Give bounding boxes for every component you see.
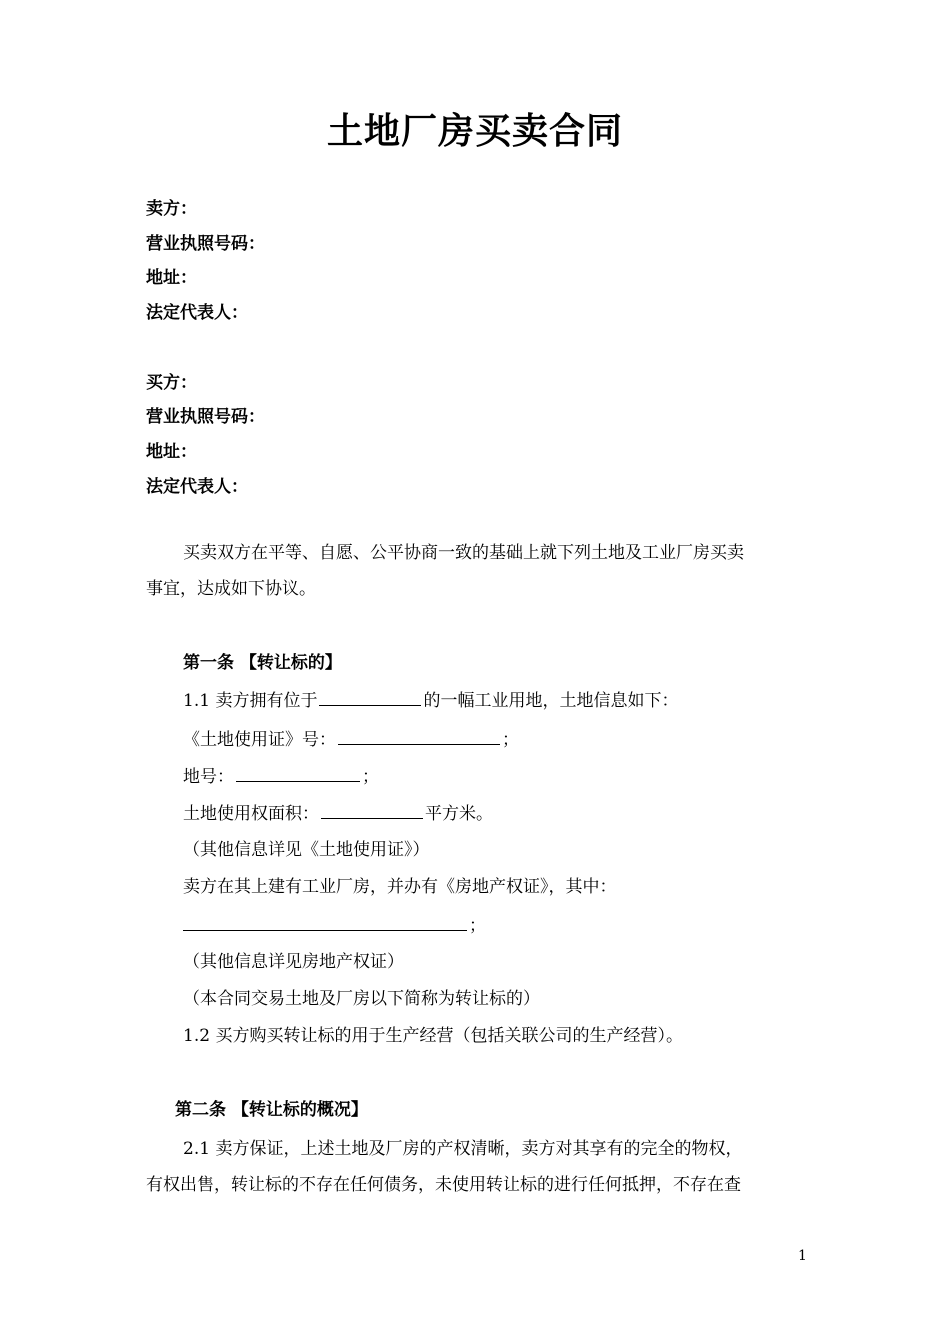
- intro-line-1: 买卖双方在平等、自愿、公平协商一致的基础上就下列土地及工业厂房买卖: [183, 543, 744, 563]
- land-area-blank: [321, 801, 423, 819]
- location-blank: [319, 688, 421, 706]
- page-number: 1: [798, 1248, 807, 1264]
- article-2-heading: 第二条 【转让标的概况】: [175, 1100, 368, 1120]
- seller-address-label: 地址：: [146, 268, 197, 288]
- lot-number-label: 地号：: [183, 767, 234, 787]
- lot-number-blank: [236, 764, 360, 782]
- seller-license-label: 营业执照号码：: [146, 234, 265, 254]
- land-cert-end: ；: [502, 730, 519, 750]
- buyer-rep-label: 法定代表人：: [146, 477, 248, 497]
- transfer-object-note: （本合同交易土地及厂房以下简称为转让标的）: [183, 989, 540, 1009]
- article-2-clause-1-line-2: 有权出售，转让标的不存在任何债务，未使用转让标的进行任何抵押，不存在查: [146, 1175, 741, 1195]
- clause-1-1-suffix: 的一幅工业用地，土地信息如下：: [423, 691, 679, 711]
- intro-line-2: 事宜，达成如下协议。: [146, 579, 316, 599]
- property-cert-note: （其他信息详见房地产权证）: [183, 952, 404, 972]
- land-area-line: [183, 801, 493, 826]
- article-1-clause-2: 1.2 买方购买转让标的用于生产经营（包括关联公司的生产经营）。: [183, 1026, 683, 1046]
- lot-number-line: [183, 764, 379, 789]
- building-detail-blank: [183, 913, 467, 931]
- buyer-label: 买方：: [146, 373, 197, 393]
- document-title: 土地厂房买卖合同: [326, 111, 623, 152]
- article-1-heading: 第一条 【转让标的】: [183, 653, 342, 673]
- lot-number-end: ；: [362, 767, 379, 787]
- seller-rep-label: 法定代表人：: [146, 303, 248, 323]
- article-2-clause-1-line-1: 2.1 卖方保证，上述土地及厂房的产权清晰，卖方对其享有的完全的物权，: [183, 1139, 743, 1159]
- land-area-label: 土地使用权面积：: [183, 804, 319, 824]
- buyer-address-label: 地址：: [146, 442, 197, 462]
- building-line: 卖方在其上建有工业厂房，并办有《房地产权证》，其中：: [183, 877, 617, 897]
- building-detail-line: [183, 913, 486, 938]
- land-cert-blank: [338, 727, 500, 745]
- land-area-unit: 平方米。: [425, 804, 493, 824]
- land-cert-line: [183, 727, 519, 752]
- article-1-clause-1: [183, 688, 678, 713]
- clause-1-1-prefix: 1.1 卖方拥有位于: [183, 691, 318, 711]
- land-info-note: （其他信息详见《土地使用证》）: [183, 840, 430, 860]
- seller-label: 卖方：: [146, 199, 197, 219]
- buyer-license-label: 营业执照号码：: [146, 407, 265, 427]
- land-cert-label: 《土地使用证》号：: [183, 730, 336, 750]
- building-detail-end: ；: [469, 916, 486, 936]
